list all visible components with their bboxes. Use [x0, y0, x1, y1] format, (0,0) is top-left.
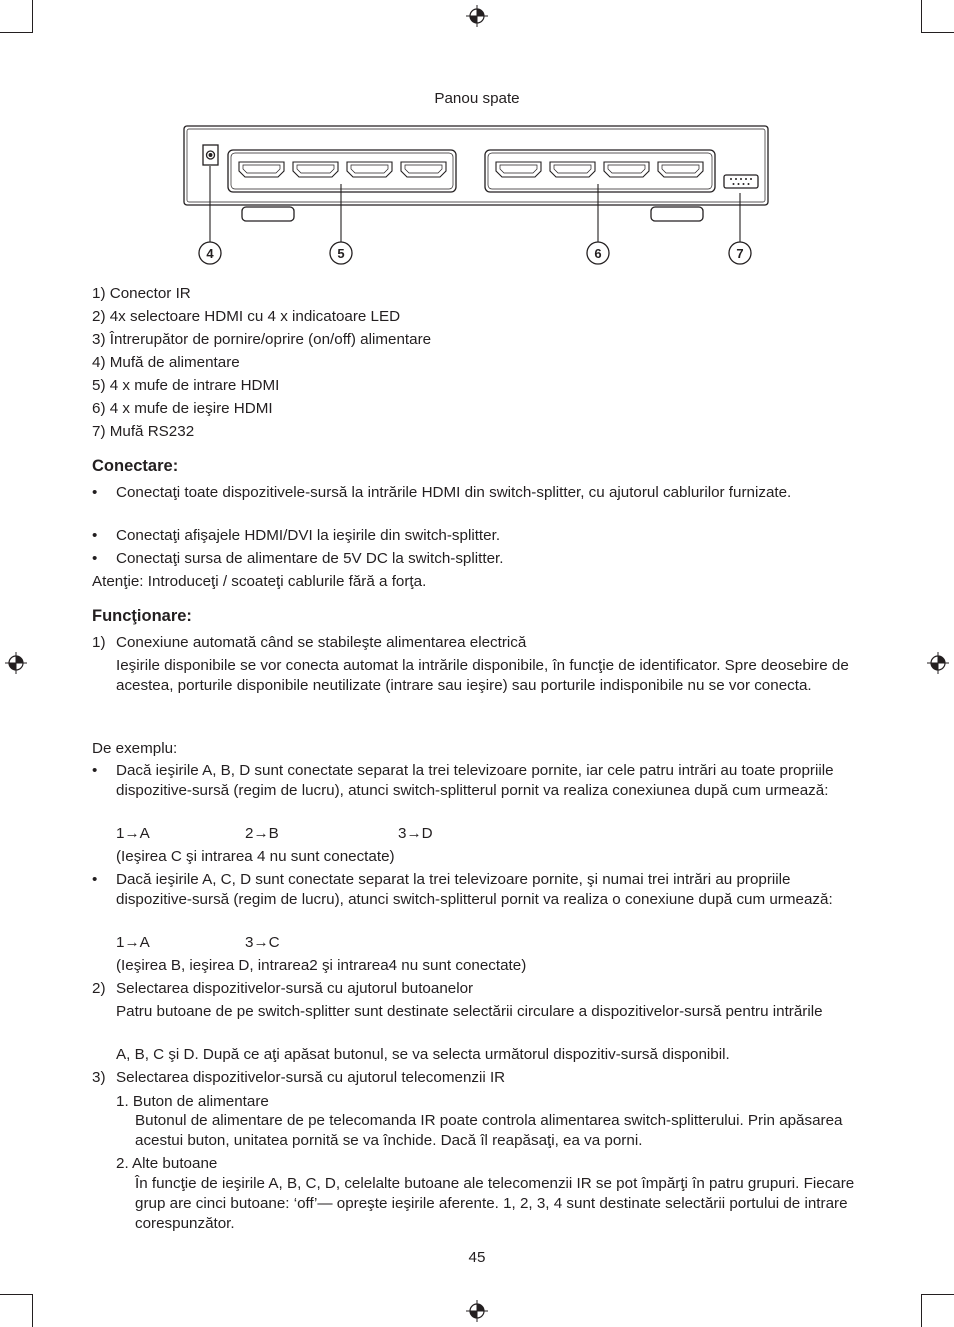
bullet-icon: • — [92, 527, 98, 544]
hdmi-port-icon — [401, 162, 446, 177]
rear-panel-diagram — [0, 0, 954, 280]
legend-item: 4) Mufă de alimentare — [92, 354, 240, 371]
mapping: 3→C — [245, 934, 280, 951]
subsection-title: Selectarea dispozitivelor-sursă cu ajutorul butoanelor — [116, 980, 474, 997]
legend-item: 1) Conector IR — [92, 285, 191, 302]
rs232-port-icon — [724, 175, 758, 188]
subsection-title: Conexiune automată când se stabileşte alimentarea electrică — [116, 634, 527, 651]
paragraph: În funcţie de ieşirile A, B, C, D, celelalte butoane ale telecomenzii IR se pot împărţi în patru grupuri. Fiecare grup are cinci butoane: ‘off’— opreşte ieşirile aferente. 1, 2, 3, 4 sunt destinate selectării portului de intrare corespunzător. — [135, 1175, 855, 1232]
list-item: Conectaţi sursa de alimentare de 5V DC la switch-splitter. — [116, 550, 504, 567]
registration-mark-icon — [5, 652, 27, 674]
warning-text: Atenţie: Introduceţi / scoateţi cablurile fără a forţa. — [92, 573, 427, 590]
hdmi-input-group — [228, 150, 456, 192]
hdmi-port-icon — [550, 162, 595, 177]
subsection-title: Selectarea dispozitivelor-sursă cu ajutorul telecomenzii IR — [116, 1069, 506, 1086]
mapping: 2→B — [245, 825, 279, 842]
list-number: 2) — [92, 980, 106, 997]
list-number: 3) — [92, 1069, 106, 1086]
figure-caption: Panou spate — [434, 90, 520, 107]
callout-label: 7 — [736, 246, 744, 261]
legend-item: 2) 4x selectoare HDMI cu 4 x indicatoare LED — [92, 308, 401, 325]
hdmi-port-icon — [347, 162, 392, 177]
callout-label: 5 — [337, 246, 345, 261]
section-heading-functionare: Funcţionare: — [92, 607, 192, 625]
crop-mark — [32, 1294, 33, 1327]
hdmi-output-group — [485, 150, 715, 192]
device-body — [184, 126, 768, 205]
mapping: 1→A — [116, 825, 150, 842]
hdmi-port-icon — [239, 162, 284, 177]
paragraph: Patru butoane de pe switch-splitter sunt destinate selectării circulare a dispozitivelor-sursă pentru intrările — [116, 1003, 823, 1020]
section-heading-conectare: Conectare: — [92, 457, 179, 475]
device-foot — [651, 207, 703, 221]
example-text: Dacă ieşirile A, B, D sunt conectate separat la trei televizoare pornite, iar cele patru intrări au toate propriile dispozitive-sursă (regim de lucru), atunci switch-splitterul pornit va realiza conexiunea după cum urmează: — [116, 762, 834, 799]
mapping: 1→A — [116, 934, 150, 951]
example-text: Dacă ieşirile A, C, D sunt conectate separat la trei televizoare pornite, şi numai trei intrări au propriile dispozitive-sursă (regim de lucru), atunci switch-splitterul pornit va realiza o conexiune după cum urmează: — [116, 871, 833, 908]
list-item: Conectaţi toate dispozitivele-sursă la intrările HDMI din switch-splitter, cu ajutorul cablurilor furnizate. — [116, 484, 792, 501]
crop-mark — [921, 1294, 954, 1295]
note: (Ieşirea B, ieşirea D, intrarea2 şi intrarea4 nu sunt conectate) — [116, 957, 527, 974]
note: (Ieşirea C şi intrarea 4 nu sunt conectate) — [116, 848, 395, 865]
paragraph: A, B, C şi D. După ce aţi apăsat butonul, se va selecta următorul dispozitiv-sursă disponibil. — [116, 1046, 730, 1063]
legend-item: 5) 4 x mufe de intrare HDMI — [92, 377, 280, 394]
sub-item-title: 1. Buton de alimentare — [116, 1093, 269, 1110]
paragraph: Butonul de alimentare de pe telecomanda IR poate controla alimentarea switch-splitterului. Prin apăsarea acestui buton, unitatea pornită se va închide. Dacă îl reapăsaţi, ea va porni. — [135, 1112, 843, 1149]
legend-item: 3) Întrerupător de pornire/oprire (on/off) alimentare — [92, 331, 432, 348]
legend-item: 7) Mufă RS232 — [92, 423, 195, 440]
hdmi-port-icon — [604, 162, 649, 177]
registration-mark-icon — [466, 1300, 488, 1322]
bullet-icon: • — [92, 550, 98, 567]
hdmi-port-icon — [293, 162, 338, 177]
crop-mark — [921, 1294, 922, 1327]
mapping: 3→D — [398, 825, 433, 842]
list-item: Conectaţi afişajele HDMI/DVI la ieşirile din switch-splitter. — [116, 527, 501, 544]
hdmi-port-icon — [658, 162, 703, 177]
list-number: 1) — [92, 634, 106, 651]
callout-label: 6 — [594, 246, 602, 261]
page-number: 45 — [468, 1249, 486, 1266]
hdmi-port-icon — [496, 162, 541, 177]
hdmi-ports — [239, 162, 703, 177]
example-label: De exemplu: — [92, 740, 178, 757]
bullet-icon: • — [92, 871, 98, 888]
callout-label: 4 — [206, 246, 214, 261]
device-foot — [242, 207, 294, 221]
bullet-icon: • — [92, 484, 98, 501]
bullet-icon: • — [92, 762, 98, 779]
legend-item: 6) 4 x mufe de ieşire HDMI — [92, 400, 273, 417]
registration-mark-icon — [927, 652, 949, 674]
paragraph: Ieşirile disponibile se vor conecta automat la intrările disponibile, în funcţie de identificator. Spre deosebire de acestea, porturile disponibile neutilizate (intrare sau ieşire) sau porturile indisponibile nu se vor conecta. — [116, 657, 849, 694]
crop-mark — [0, 1294, 33, 1295]
sub-item-title: 2. Alte butoane — [116, 1155, 218, 1172]
